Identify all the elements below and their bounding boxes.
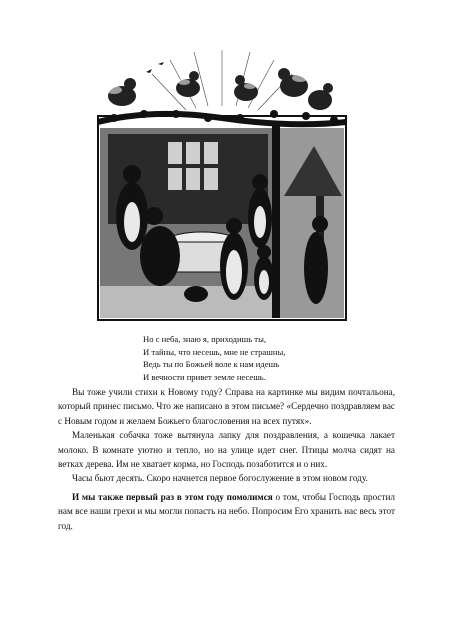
poem-line: Но с неба, знаю я, приходишь ты,	[143, 334, 266, 344]
poem-line: И вечности привет земле несешь.	[143, 371, 266, 382]
poem-line: И тайны, что несешь, мне не страшны,	[143, 346, 286, 357]
bold-phrase: И мы также первый раз в этом году помолимся	[72, 491, 273, 502]
paragraph: Маленькая собачка тоже вытянула лапку для поздравления, а кошечка лакает молоко. В комнате уютно и тепло, но на улице идет снег. Птицы молча сидят на ветках дерева. Им не хватает корма, но Господь позаботится и о них.	[58, 430, 395, 470]
engraving-illustration	[84, 46, 360, 322]
paragraph	[58, 490, 395, 533]
poem	[143, 333, 373, 383]
poem-line: Ведь ты по Божьей воле к нам идешь	[143, 359, 280, 370]
paragraph: Часы бьют десять. Скоро начнется первое богослужение в этом новом году.	[72, 473, 368, 484]
paragraph: Вы тоже учили стихи к Новому году? Справа на картинке мы видим почтальона, который принес письмо. Что же написано в этом письме? «Сердечно поздравляем вас с Новым годом и желаем Божьего благословения на всех путях».	[58, 387, 395, 426]
paragraph-rest: о том, чтобы Господь простил нам все наши грехи и мы могли попасть на небо. Попросим Его хранить нас весь этот год.	[58, 491, 395, 531]
body-text	[58, 385, 395, 533]
